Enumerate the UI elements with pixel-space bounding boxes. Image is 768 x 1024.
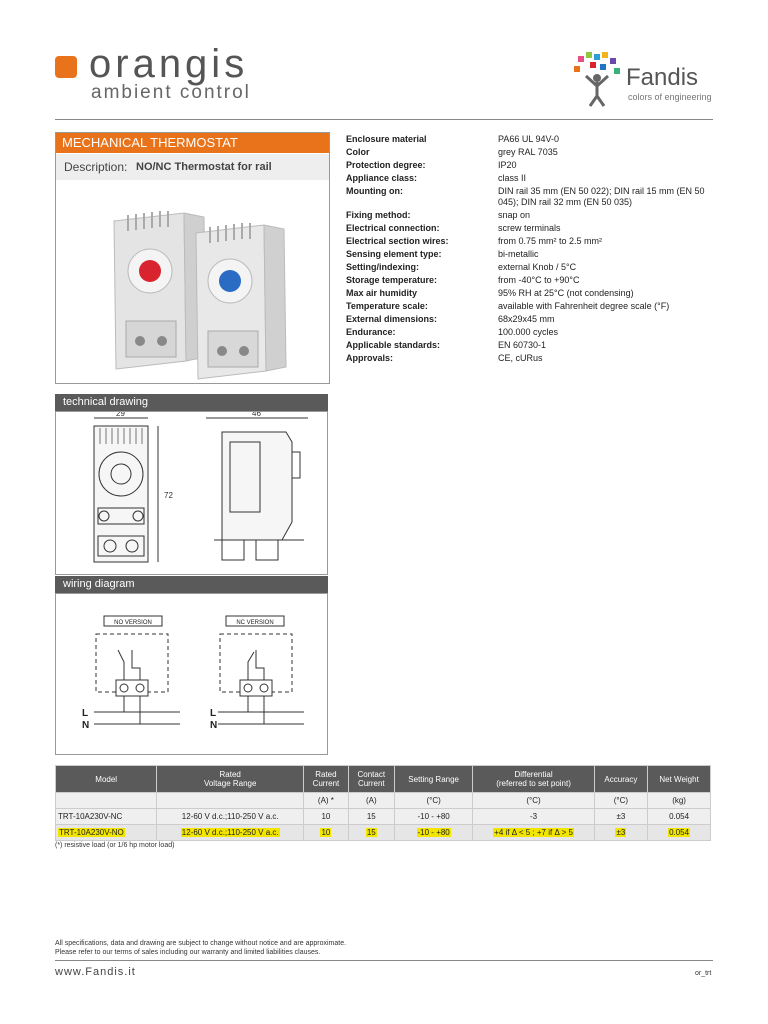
header-rule xyxy=(55,119,713,120)
disclaimer-line-2: Please refer to our terms of sales including our warranty and limited liabilities clauses. xyxy=(55,949,321,956)
spec-value: EN 60730-1 xyxy=(498,340,547,350)
spec-row xyxy=(346,145,726,158)
spec-row xyxy=(346,351,726,364)
table-cell: ±3 xyxy=(594,809,648,825)
fandis-logo xyxy=(570,50,720,110)
wiring-l-label-left: L xyxy=(82,708,89,719)
spec-row xyxy=(346,171,726,184)
spec-row xyxy=(346,247,726,260)
spec-label: Protection degree: xyxy=(346,160,426,170)
wiring-n-label-left: N xyxy=(82,720,90,731)
wiring-l-label-right: L xyxy=(210,708,217,719)
brand-tagline: ambient control xyxy=(91,82,251,103)
table-cell: 12-60 V d.c.;110-250 V a.c. xyxy=(157,809,304,825)
table-header-cell: Rated Voltage Range xyxy=(157,766,304,793)
spec-row xyxy=(346,234,726,247)
table-unit-cell: (°C) xyxy=(473,793,594,809)
table-cell: 10 xyxy=(304,809,349,825)
spec-label: Fixing method: xyxy=(346,210,411,220)
spec-row xyxy=(346,325,726,338)
orangis-logo xyxy=(55,42,315,110)
product-title: MECHANICAL THERMOSTAT xyxy=(56,133,329,153)
spec-row xyxy=(346,184,726,208)
drawing-width-label: 29 xyxy=(116,412,125,418)
technical-drawing-header: technical drawing xyxy=(55,394,328,411)
wiring-n-label-right: N xyxy=(210,720,218,731)
highlighted-value: 0.054 xyxy=(669,828,690,837)
spec-value: from 0.75 mm² to 2.5 mm² xyxy=(498,236,603,246)
spec-row xyxy=(346,286,726,299)
table-unit-cell: (°C) xyxy=(594,793,648,809)
no-version-label: NO VERSION xyxy=(114,620,152,626)
nc-version-label: NC VERSION xyxy=(236,620,274,626)
table-units-row xyxy=(56,793,711,809)
highlighted-value: +4 if Δ < 5 ; +7 if Δ > 5 xyxy=(494,828,573,837)
description-label: Description: xyxy=(64,160,128,174)
spec-label: Approvals: xyxy=(346,353,394,363)
spec-value: 95% RH at 25°C (not condensing) xyxy=(498,288,634,298)
table-cell: -10 - +80 xyxy=(394,809,473,825)
wiring-diagram xyxy=(56,594,327,754)
table-header-cell: Rated Current xyxy=(304,766,349,793)
spec-row xyxy=(346,338,726,351)
drawing-height-label: 72 xyxy=(164,491,173,500)
table-cell xyxy=(348,825,394,841)
table-cell xyxy=(594,825,648,841)
highlighted-value: ±3 xyxy=(616,828,626,837)
table-header-cell: Contact Current xyxy=(348,766,394,793)
table-header-cell: Accuracy xyxy=(594,766,648,793)
spec-value: 68x29x45 mm xyxy=(498,314,555,324)
fandis-figure-icon xyxy=(570,50,626,110)
spec-row xyxy=(346,299,726,312)
spec-label: Sensing element type: xyxy=(346,249,442,259)
table-cell: 0.054 xyxy=(648,809,711,825)
spec-list xyxy=(346,132,726,364)
thermostat-no-image xyxy=(196,223,286,379)
drawing-depth-label: 46 xyxy=(252,412,261,418)
spec-label: Color xyxy=(346,147,370,157)
spec-row xyxy=(346,260,726,273)
spec-value: PA66 UL 94V-0 xyxy=(498,134,560,144)
table-cell xyxy=(304,825,349,841)
highlighted-value: 12-60 V d.c.;110-250 V a.c. xyxy=(181,828,279,837)
table-row xyxy=(56,809,711,825)
disclaimer-line-1: All specifications, data and drawing are subject to change without notice and are approximate. xyxy=(55,940,347,947)
table-cell xyxy=(157,825,304,841)
highlighted-value: -10 - +80 xyxy=(417,828,450,837)
spec-value: bi-metallic xyxy=(498,249,539,259)
spec-label: Appliance class: xyxy=(346,173,418,183)
table-header-cell: Differential (referred to set point) xyxy=(473,766,594,793)
spec-label: External dimensions: xyxy=(346,314,438,324)
spec-label: Electrical section wires: xyxy=(346,236,449,246)
spec-label: Setting/indexing: xyxy=(346,262,419,272)
partner-tagline: colors of engineering xyxy=(628,92,712,102)
table-unit-cell: (A) xyxy=(348,793,394,809)
logo-square-icon xyxy=(55,56,77,78)
table-cell: 15 xyxy=(348,809,394,825)
partner-name: Fandis xyxy=(626,64,699,91)
table-cell xyxy=(394,825,473,841)
spec-row xyxy=(346,312,726,325)
spec-value: class II xyxy=(498,173,527,183)
table-unit-cell: (kg) xyxy=(648,793,711,809)
spec-label: Max air humidity xyxy=(346,288,418,298)
spec-row xyxy=(346,158,726,171)
table-header-cell: Model xyxy=(56,766,157,793)
highlighted-value: 10 xyxy=(321,828,331,837)
spec-value: CE, cURus xyxy=(498,353,543,363)
technical-drawing-frame xyxy=(55,411,328,575)
wiring-diagram-frame xyxy=(55,593,328,755)
table-cell xyxy=(56,825,157,841)
product-box xyxy=(55,132,330,384)
spec-value: snap on xyxy=(498,210,531,220)
table-unit-cell xyxy=(157,793,304,809)
spec-value: 100.000 cycles xyxy=(498,327,559,337)
table-cell xyxy=(648,825,711,841)
thermostat-nc-image xyxy=(114,211,206,369)
spec-row xyxy=(346,208,726,221)
highlighted-value: TRT-10A230V-NO xyxy=(59,828,124,837)
footer-rule xyxy=(55,960,713,961)
spec-value: from -40°C to +90°C xyxy=(498,275,580,285)
spec-label: Applicable standards: xyxy=(346,340,441,350)
spec-label: Endurance: xyxy=(346,327,396,337)
product-photo xyxy=(56,181,327,381)
table-header-row xyxy=(56,766,711,793)
spec-label: Enclosure material xyxy=(346,134,427,144)
spec-value: external Knob / 5°C xyxy=(498,262,577,272)
spec-row xyxy=(346,132,726,145)
spec-value: IP20 xyxy=(498,160,517,170)
spec-value: screw terminals xyxy=(498,223,561,233)
table-cell: -3 xyxy=(473,809,594,825)
spec-row xyxy=(346,273,726,286)
table-cell: TRT-10A230V-NC xyxy=(56,809,157,825)
spec-row xyxy=(346,221,726,234)
spec-value: DIN rail 35 mm (EN 50 022); DIN rail 15 mm (EN 50 045); DIN rail 32 mm (EN 50 035) xyxy=(498,186,705,207)
description-value: NO/NC Thermostat for rail xyxy=(136,161,272,173)
document-code: or_trt xyxy=(695,970,712,977)
product-table xyxy=(55,765,711,841)
spec-label: Electrical connection: xyxy=(346,223,440,233)
technical-drawing xyxy=(56,412,327,574)
table-header-cell: Net Weight xyxy=(648,766,711,793)
table-unit-cell: (°C) xyxy=(394,793,473,809)
table-cell xyxy=(473,825,594,841)
table-footnote: (*) resistive load (or 1/6 hp motor load) xyxy=(55,842,175,849)
brand-name: orangis xyxy=(89,42,249,86)
spec-value: available with Fahrenheit degree scale (°F) xyxy=(498,301,670,311)
table-row xyxy=(56,825,711,841)
table-header-cell: Setting Range xyxy=(394,766,473,793)
spec-value: grey RAL 7035 xyxy=(498,147,558,157)
spec-label: Storage temperature: xyxy=(346,275,438,285)
spec-label: Temperature scale: xyxy=(346,301,428,311)
table-unit-cell xyxy=(56,793,157,809)
table-unit-cell: (A) * xyxy=(304,793,349,809)
highlighted-value: 15 xyxy=(366,828,376,837)
footer-url-link[interactable]: www.Fandis.it xyxy=(55,966,136,978)
spec-label: Mounting on: xyxy=(346,186,403,196)
wiring-diagram-header: wiring diagram xyxy=(55,576,328,593)
description-row xyxy=(56,154,329,180)
